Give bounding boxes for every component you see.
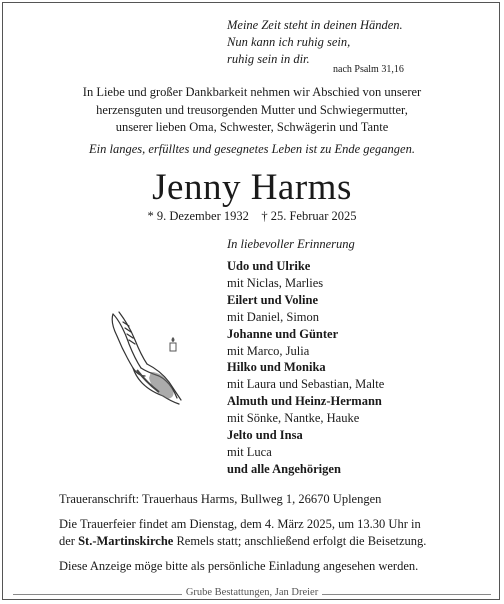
service-info-line-1: Die Trauerfeier findet am Dienstag, dem 4. März 2025, um 13.30 Uhr in: [59, 517, 421, 531]
mourner-family-members: mit Daniel, Simon: [227, 309, 320, 324]
mourning-address: Traueranschrift: Trauerhaus Harms, Bullweg 1, 26670 Uplengen: [59, 492, 382, 506]
footer-credit-text: Grube Bestattungen, Jan Dreier: [182, 587, 322, 598]
mourner-family-members: mit Sönke, Nantke, Hauke: [227, 411, 360, 426]
mourner-family-members: mit Marco, Julia: [227, 343, 310, 358]
service-info-line-2: [59, 532, 426, 550]
verse-line-3: ruhig sein in dir.: [227, 52, 310, 66]
intro-line-1: In Liebe und großer Dankbarkeit nehmen wir Abschied von unserer: [82, 85, 422, 99]
tagline: Ein langes, erfülltes und gesegnetes Leben ist zu Ende gegangen.: [89, 142, 415, 156]
mourner-family-name: Eilert und Voline: [227, 292, 318, 307]
church-name: St.-Martinskirche: [78, 534, 174, 548]
mourners-heading: In liebevoller Erinnerung: [227, 237, 355, 251]
praying-hands-icon: [107, 310, 189, 406]
mourner-family-name: Jelto und Insa: [227, 428, 303, 442]
verse-line-2: Nun kann ich ruhig sein,: [227, 35, 351, 49]
footer-bar: [3, 586, 501, 602]
mourner-family-members: mit Niclas, Marlies: [227, 275, 324, 290]
footer-credit: [3, 587, 501, 598]
obituary-card: [2, 2, 500, 600]
mourner-family-name: Hilko und Monika: [227, 360, 326, 375]
invitation-note: Diese Anzeige möge bitte als persönliche Einladung angesehen werden.: [59, 559, 419, 573]
candle-icon: [166, 336, 180, 352]
service-suffix: Remels statt; anschließend erfolgt die Beisetzung.: [173, 534, 427, 548]
mourner-family-name: Udo und Ulrike: [227, 259, 311, 273]
verse-reference: nach Psalm 31,16: [333, 64, 404, 75]
verse-line-1: Meine Zeit steht in deinen Händen.: [227, 18, 403, 32]
intro-line-2: herzensguten und treusorgenden Mutter und Schwiegermutter,: [96, 103, 408, 117]
deceased-name: Jenny Harms: [152, 167, 352, 208]
service-prefix: der: [59, 534, 79, 548]
mourner-family-name: und alle Angehörigen: [227, 461, 341, 476]
mourner-family-members: mit Luca: [227, 444, 272, 459]
intro-line-3: unserer lieben Oma, Schwester, Schwägerin und Tante: [115, 120, 389, 134]
mourner-family-name: Johanne und Günter: [227, 326, 339, 341]
life-dates: * 9. Dezember 1932 † 25. Februar 2025: [147, 209, 357, 223]
mourner-family-name: Almuth und Heinz-Hermann: [227, 394, 382, 409]
mourner-family-members: mit Laura und Sebastian, Malte: [227, 377, 385, 392]
